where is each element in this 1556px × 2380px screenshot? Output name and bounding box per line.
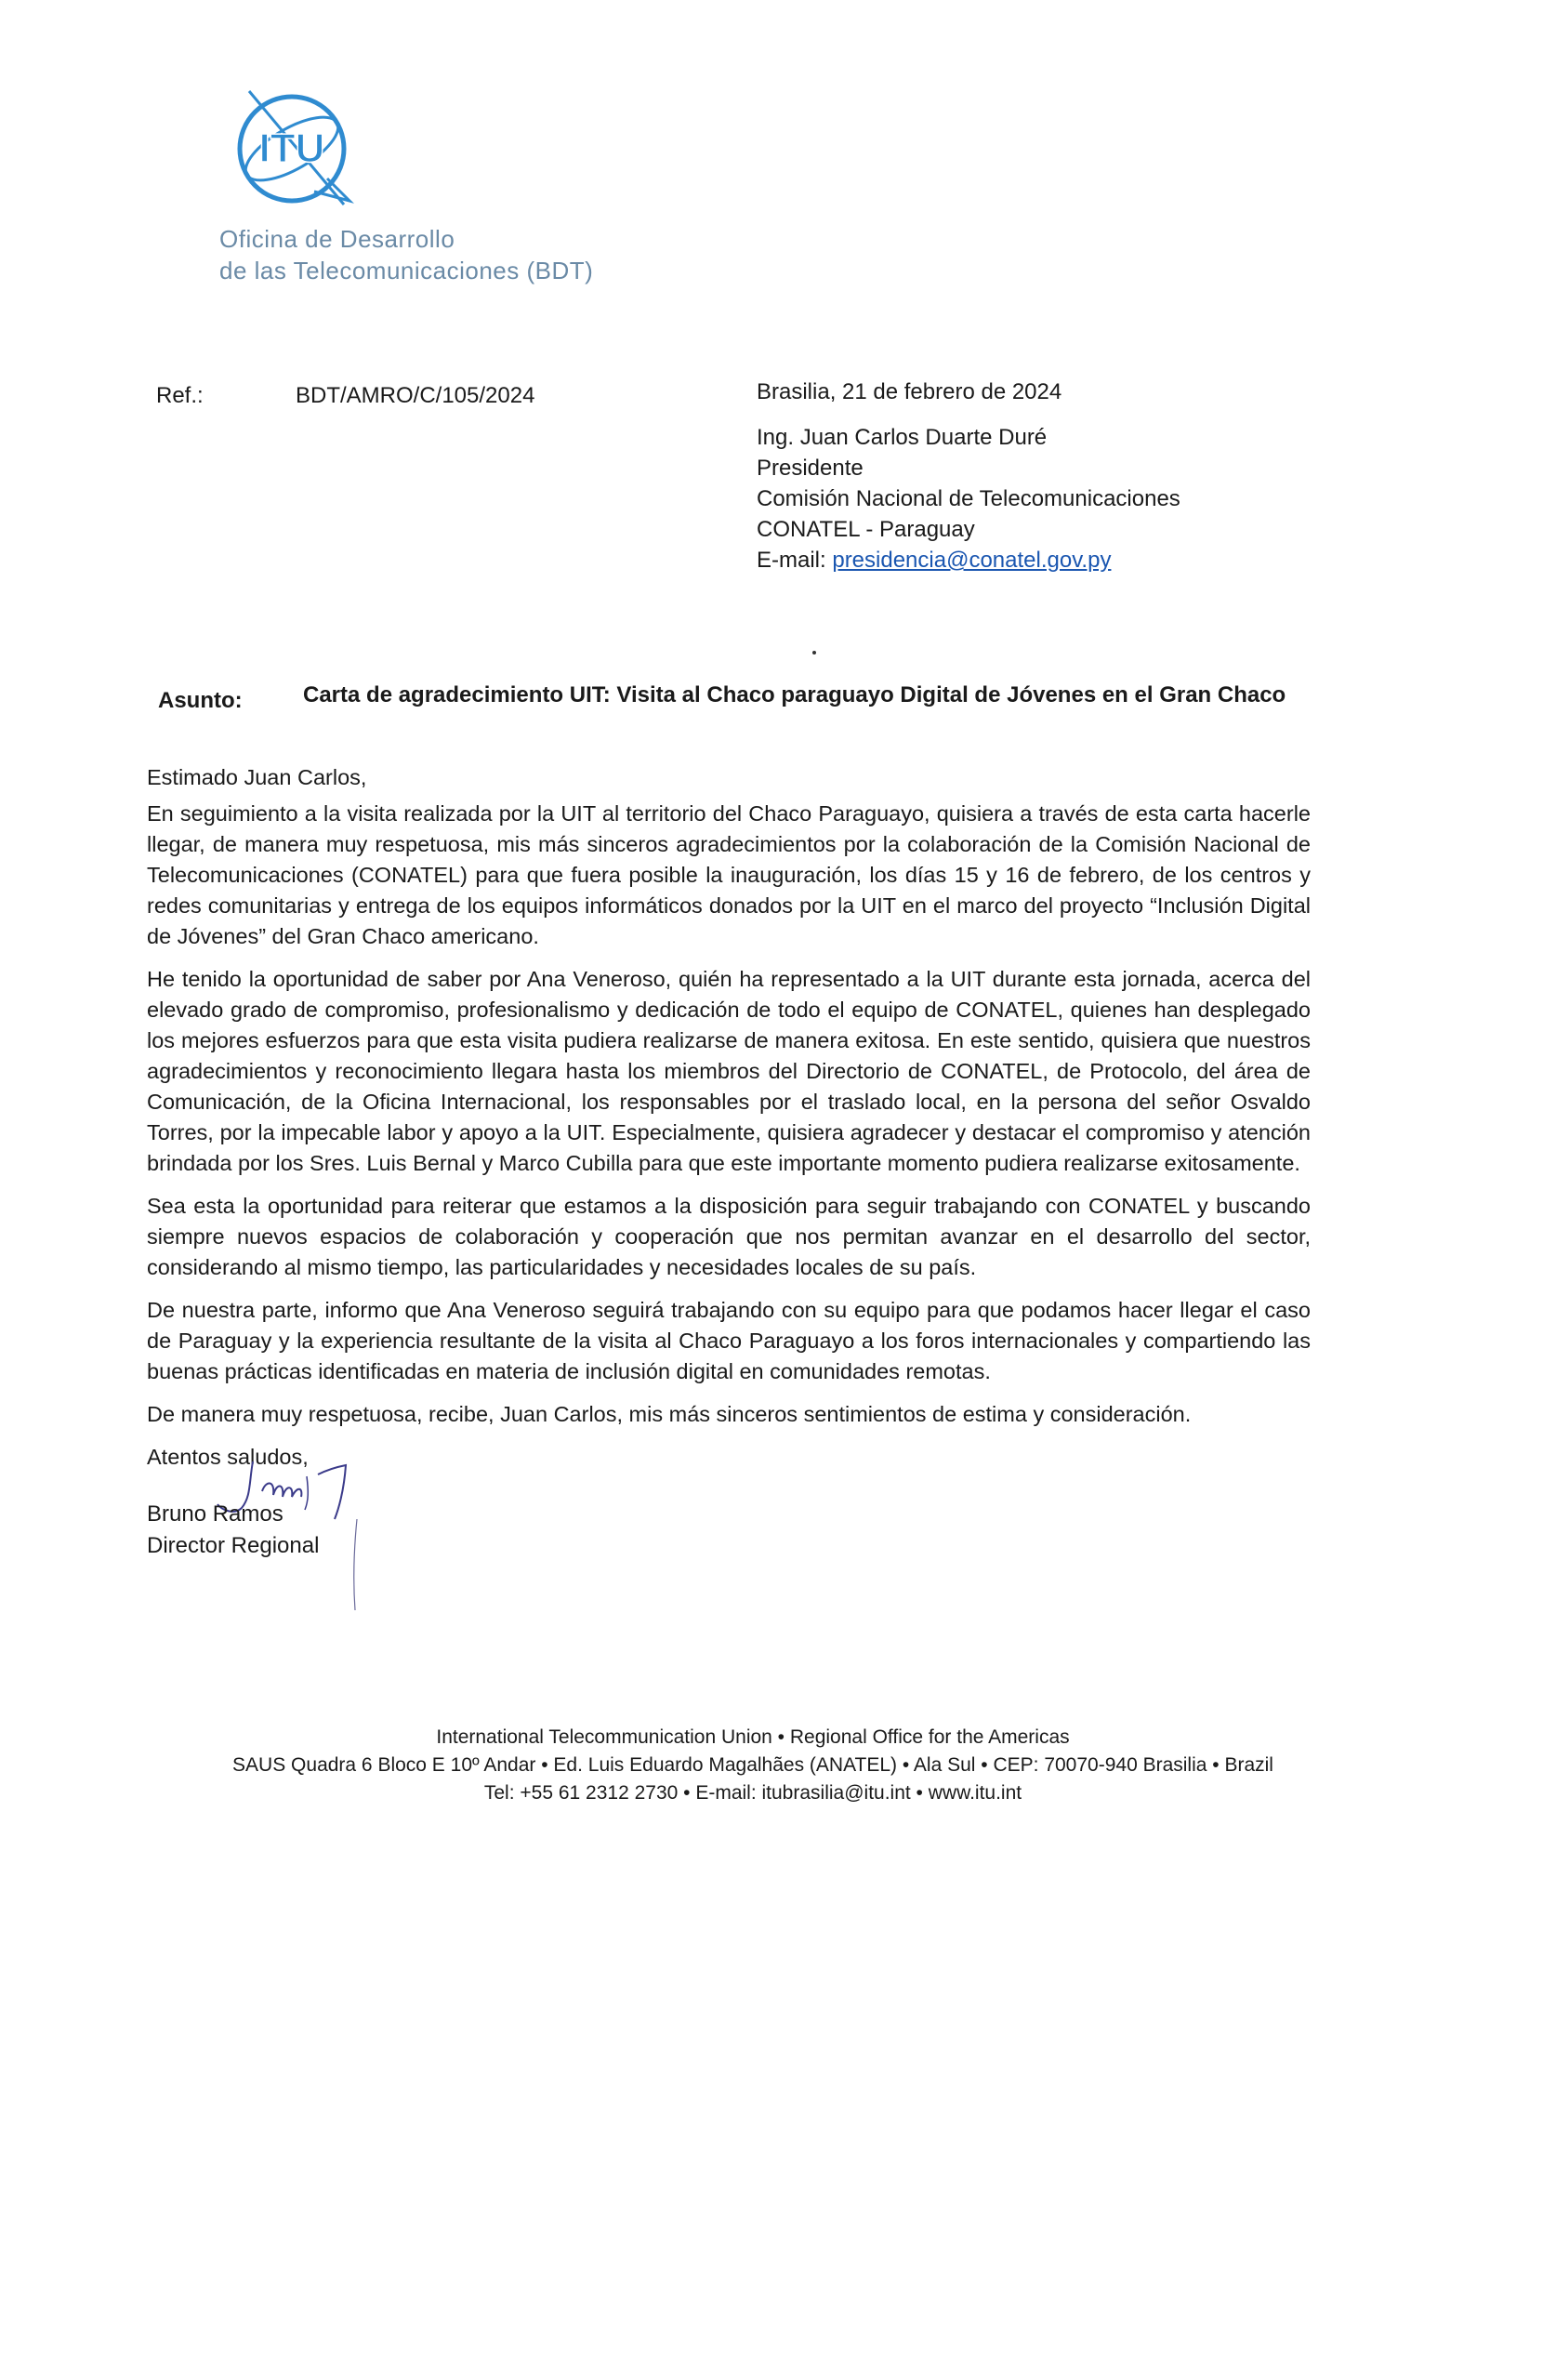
logo-text: ITU xyxy=(258,126,325,171)
recipient-email-line xyxy=(757,545,1180,575)
recipient-org-short: CONATEL - Paraguay xyxy=(757,517,975,542)
footer-line-3: Tel: +55 61 2312 2730 • E-mail: itubrasilia@itu.int • www.itu.int xyxy=(483,1782,1022,1804)
recipient-title: Presidente xyxy=(757,456,864,481)
footer xyxy=(223,1724,1283,1807)
paragraph-2: He tenido la oportunidad de saber por Ana Veneroso, quién ha representado a la UIT durante esta jornada, acerca del elevado grado de compromiso, profesionalismo y dedicación de todo el equipo de CONATEL, quienes han desplegado los mejores esfuerzos para que esta visita pudiera realizarse de manera exitosa. En este sentido, quisiera que nuestros agradecimientos y reconocimiento llegara hasta los miembros del Directorio de CONATEL, de Protocolo, del área de Comunicación, de la Oficina Internacional, los responsables por el traslado local, en la persona del señor Osvaldo Torres, por la impecable labor y apoyo a la UIT. Especialmente, quisiera agradecer y destacar el compromiso y atención brindada por los Sres. Luis Bernal y Marco Cubilla para que este importante momento pudiera realizarse exitosamente. xyxy=(147,967,1311,1175)
signer-block xyxy=(147,1499,319,1562)
itu-logo xyxy=(231,82,361,212)
subject-text: Carta de agradecimiento UIT: Visita al Chaco paraguayo Digital de Jóvenes en el Gran Chaco xyxy=(303,682,1286,707)
footer-line-1: International Telecommunication Union • Regional Office for the Americas xyxy=(436,1726,1070,1748)
email-label: E-mail: xyxy=(757,548,833,573)
letter-date: Brasilia, 21 de febrero de 2024 xyxy=(757,379,1062,404)
paragraph-1: En seguimiento a la visita realizada por la UIT al territorio del Chaco Paraguayo, quisiera a través de esta carta hacerle llegar, de manera muy respetuosa, mis más sinceros agradecimientos por la colaboración de la Comisión Nacional de Telecomunicaciones (CONATEL) para que fuera posible la inauguración, los días 15 y 16 de febrero, de los centros y redes comunitarias y entrega de los equipos informáticos donados por la UIT en el marco del proyecto “Inclusión Digital de Jóvenes” del Gran Chaco americano. xyxy=(147,801,1311,948)
signer-title: Director Regional xyxy=(147,1533,320,1558)
greeting: Estimado Juan Carlos, xyxy=(147,765,367,789)
ref-label: Ref.: xyxy=(156,383,204,408)
paragraph-4: De nuestra parte, informo que Ana Veneroso seguirá trabajando con su equipo para que podamos hacer llegar el caso de Paraguay y la experiencia resultante de la visita al Chaco Paraguayo a los foros internacionales y compartiendo las buenas prácticas identificadas en materia de inclusión digital en comunidades remotas. xyxy=(147,1298,1311,1383)
recipient-name: Ing. Juan Carlos Duarte Duré xyxy=(757,425,1048,450)
stray-dot xyxy=(812,651,816,654)
paragraph-5: De manera muy respetuosa, recibe, Juan Carlos, mis más sinceros sentimientos de estima y consideración. xyxy=(147,1402,1192,1426)
ref-value: BDT/AMRO/C/105/2024 xyxy=(296,383,535,408)
paragraph-3: Sea esta la oportunidad para reiterar que estamos a la disposición para seguir trabajando con CONATEL y buscando siempre nuevos espacios de colaboración y cooperación que nos permitan avanzar en el desarrollo del sector, considerando al mismo tiempo, las particularidades y necesidades locales de su país. xyxy=(147,1194,1311,1279)
recipient-email-link[interactable]: presidencia@conatel.gov.py xyxy=(832,548,1112,573)
office-name xyxy=(219,223,593,286)
subject-label: Asunto: xyxy=(158,688,243,713)
office-line-2: de las Telecomunicaciones (BDT) xyxy=(219,257,594,284)
letter-body xyxy=(147,762,1311,1485)
recipient-organization: Comisión Nacional de Telecomunicaciones xyxy=(757,486,1180,511)
recipient-block xyxy=(757,422,1180,575)
closing: Atentos saludos, xyxy=(147,1445,309,1469)
signer-name: Bruno Ramos xyxy=(147,1501,284,1527)
footer-line-2: SAUS Quadra 6 Bloco E 10º Andar • Ed. Luis Eduardo Magalhães (ANATEL) • Ala Sul • CEP: 70070-940 Brasilia • Brazil xyxy=(232,1754,1273,1776)
office-line-1: Oficina de Desarrollo xyxy=(219,225,455,253)
